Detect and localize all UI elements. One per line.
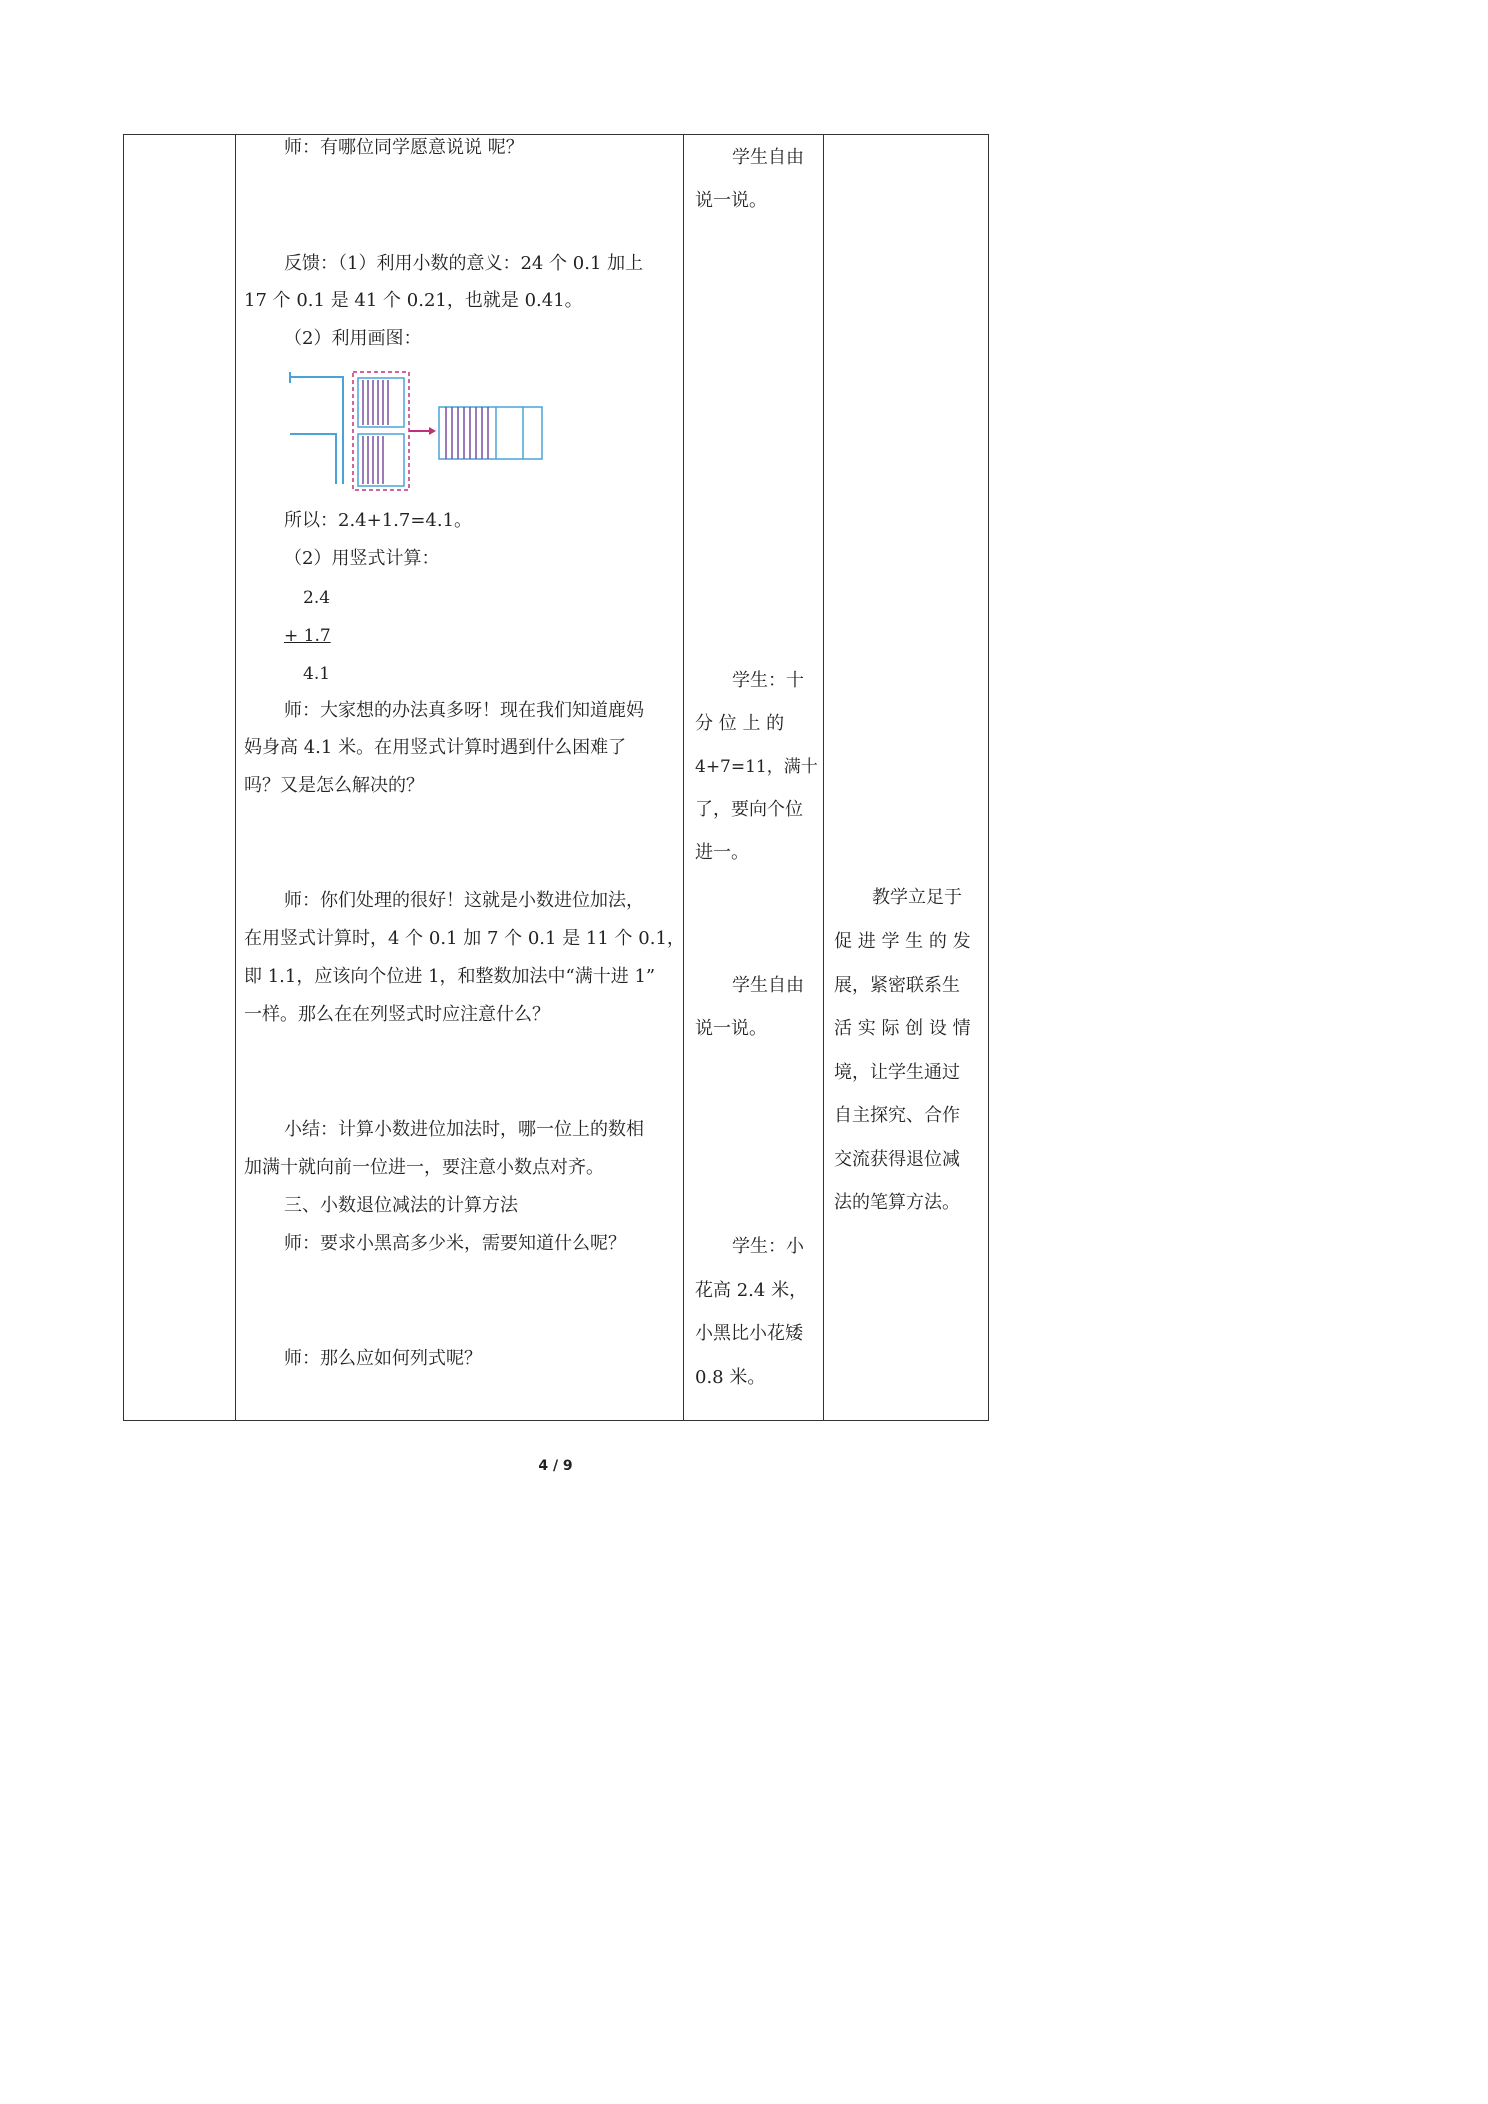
design-intent: 活 实 际 创 设 情 bbox=[834, 1018, 971, 1039]
teacher-remark: 吗？又是怎么解决的？ bbox=[244, 775, 424, 796]
student-activity: 分 位 上 的 bbox=[695, 713, 785, 734]
column-divider bbox=[235, 135, 236, 1420]
student-activity: 花高 2.4 米， bbox=[695, 1280, 808, 1301]
feedback-line: 17 个 0.1 是 41 个 0.21，也就是 0.41。 bbox=[244, 290, 583, 311]
summary-line: 加满十就向前一位进一，要注意小数点对齐。 bbox=[244, 1157, 604, 1178]
student-activity: 说一说。 bbox=[695, 1018, 767, 1039]
teacher-question: 师：那么应如何列式呢？ bbox=[284, 1348, 482, 1369]
teacher-question: 师：有哪位同学愿意说说 呢？ bbox=[284, 137, 524, 158]
feedback-line: 反馈：（1）利用小数的意义：24 个 0.1 加上 bbox=[284, 253, 644, 274]
teacher-explanation: 师：你们处理的很好！这就是小数进位加法， bbox=[284, 890, 644, 911]
column-divider bbox=[823, 135, 824, 1420]
student-activity: 学生：十 bbox=[732, 670, 804, 691]
section-heading: 三、小数退位减法的计算方法 bbox=[284, 1195, 518, 1216]
teacher-remark: 师：大家想的办法真多呀！现在我们知道鹿妈 bbox=[284, 700, 644, 721]
result-line: 所以：2.4+1.7=4.1。 bbox=[284, 510, 473, 531]
teacher-explanation: 一样。那么在在列竖式时应注意什么？ bbox=[244, 1004, 550, 1025]
page-number: 4 / 9 bbox=[538, 1458, 573, 1474]
decimal-addition-diagram bbox=[283, 363, 545, 491]
design-intent: 法的笔算方法。 bbox=[834, 1192, 960, 1213]
design-intent: 自主探究、合作 bbox=[834, 1105, 960, 1126]
student-activity: 了，要向个位 bbox=[695, 799, 803, 820]
teacher-question: 师：要求小黑高多少米，需要知道什么呢？ bbox=[284, 1233, 626, 1254]
teacher-explanation: 即 1.1，应该向个位进 1，和整数加法中“满十进 1” bbox=[244, 966, 656, 987]
student-activity: 小黑比小花矮 bbox=[695, 1323, 803, 1344]
vertical-sum: 4.1 bbox=[303, 664, 331, 684]
drawing-method-label: （2）利用画图： bbox=[284, 328, 422, 349]
column-divider bbox=[683, 135, 684, 1420]
design-intent: 境，让学生通过 bbox=[834, 1062, 960, 1083]
student-activity: 4+7=11，满十 bbox=[695, 757, 818, 777]
design-intent: 促 进 学 生 的 发 bbox=[834, 931, 971, 952]
design-intent: 教学立足于 bbox=[872, 887, 962, 908]
student-activity: 进一。 bbox=[695, 842, 749, 863]
student-activity: 0.8 米。 bbox=[695, 1367, 766, 1388]
teacher-explanation: 在用竖式计算时，4 个 0.1 加 7 个 0.1 是 11 个 0.1， bbox=[244, 928, 685, 949]
vertical-operand: + 1.7 bbox=[284, 626, 331, 646]
teacher-remark: 妈身高 4.1 米。在用竖式计算时遇到什么困难了 bbox=[244, 737, 627, 758]
design-intent: 交流获得退位减 bbox=[834, 1149, 960, 1170]
student-activity: 学生：小 bbox=[732, 1236, 804, 1257]
student-activity: 说一说。 bbox=[695, 190, 767, 211]
vertical-method-label: （2）用竖式计算： bbox=[284, 548, 440, 569]
summary-line: 小结：计算小数进位加法时，哪一位上的数相 bbox=[284, 1119, 644, 1140]
student-activity: 学生自由 bbox=[732, 975, 804, 996]
student-activity: 学生自由 bbox=[732, 147, 804, 168]
vertical-operand: 2.4 bbox=[303, 588, 331, 608]
design-intent: 展，紧密联系生 bbox=[834, 975, 960, 996]
